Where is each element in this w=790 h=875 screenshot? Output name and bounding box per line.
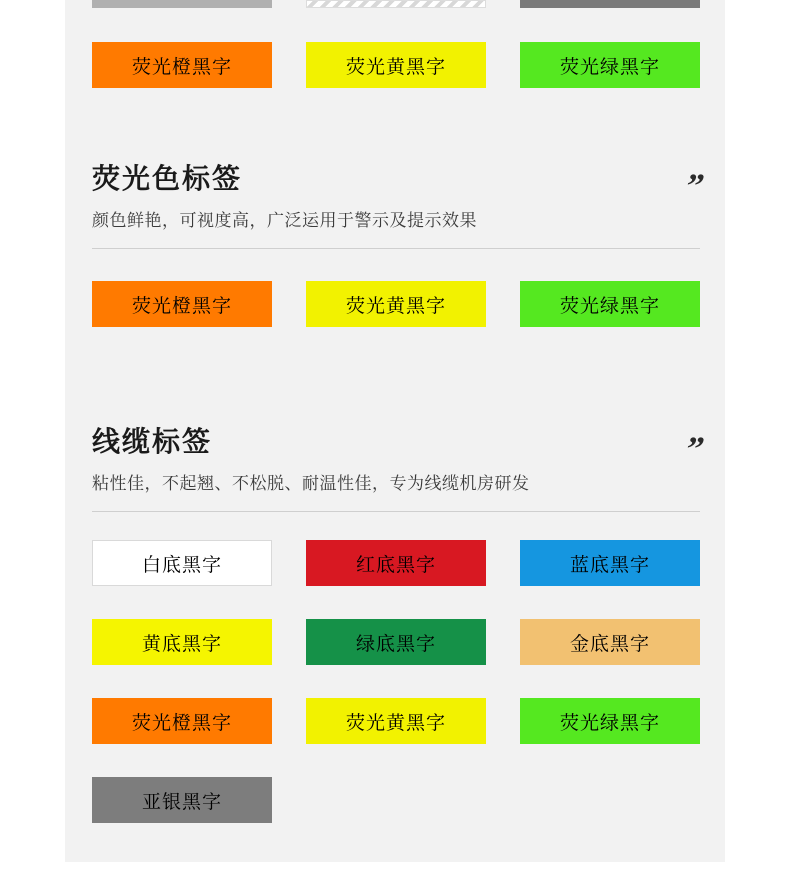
label-chip[interactable]: 红底黑字: [306, 540, 486, 586]
cable-chip-row-3: [92, 698, 700, 744]
section-subtitle: 粘性佳，不起翘、不松脱、耐温性佳，专为线缆机房研发: [92, 474, 530, 493]
section-subtitle: 颜色鲜艳，可视度高，广泛运用于警示及提示效果: [92, 211, 477, 230]
label-chip[interactable]: 荧光黄黑字: [306, 42, 486, 88]
cable-chip-row-4: [92, 777, 700, 823]
label-chip[interactable]: 荧光绿黑字: [520, 42, 700, 88]
section-title: 荧光色标签: [92, 163, 243, 194]
label-chip[interactable]: 荧光橙黑字: [92, 42, 272, 88]
section-cable: [92, 425, 705, 512]
section-title: 线缆标签: [92, 426, 213, 457]
label-chip[interactable]: 荧光橙黑字: [92, 698, 272, 744]
quote-icon: ”: [682, 168, 705, 205]
label-chip[interactable]: 荧光黄黑字: [306, 281, 486, 327]
cable-chip-row-1: [92, 540, 700, 586]
label-chip[interactable]: 荧光绿黑字: [520, 281, 700, 327]
label-chip[interactable]: 荧光橙黑字: [92, 281, 272, 327]
fluorescent-chip-row: [92, 281, 700, 327]
grey-stub: [92, 0, 272, 8]
section-divider: [92, 248, 700, 249]
label-chip[interactable]: 荧光黄黑字: [306, 698, 486, 744]
label-chip[interactable]: 亚银黑字: [92, 777, 272, 823]
quote-icon: ”: [682, 431, 705, 468]
top-stub-row: [92, 8, 700, 9]
label-chip[interactable]: 金底黑字: [520, 619, 700, 665]
label-chip[interactable]: 荧光绿黑字: [520, 698, 700, 744]
cable-chip-row-2: [92, 619, 700, 665]
section-fluorescent: [92, 162, 705, 249]
top-chip-row: [92, 42, 700, 88]
label-chip[interactable]: 蓝底黑字: [520, 540, 700, 586]
hatched-stub: [306, 0, 486, 8]
label-chip[interactable]: 白底黑字: [92, 540, 272, 586]
label-chip[interactable]: 绿底黑字: [306, 619, 486, 665]
section-divider: [92, 511, 700, 512]
label-chip[interactable]: 黄底黑字: [92, 619, 272, 665]
dark-grey-stub: [520, 0, 700, 8]
